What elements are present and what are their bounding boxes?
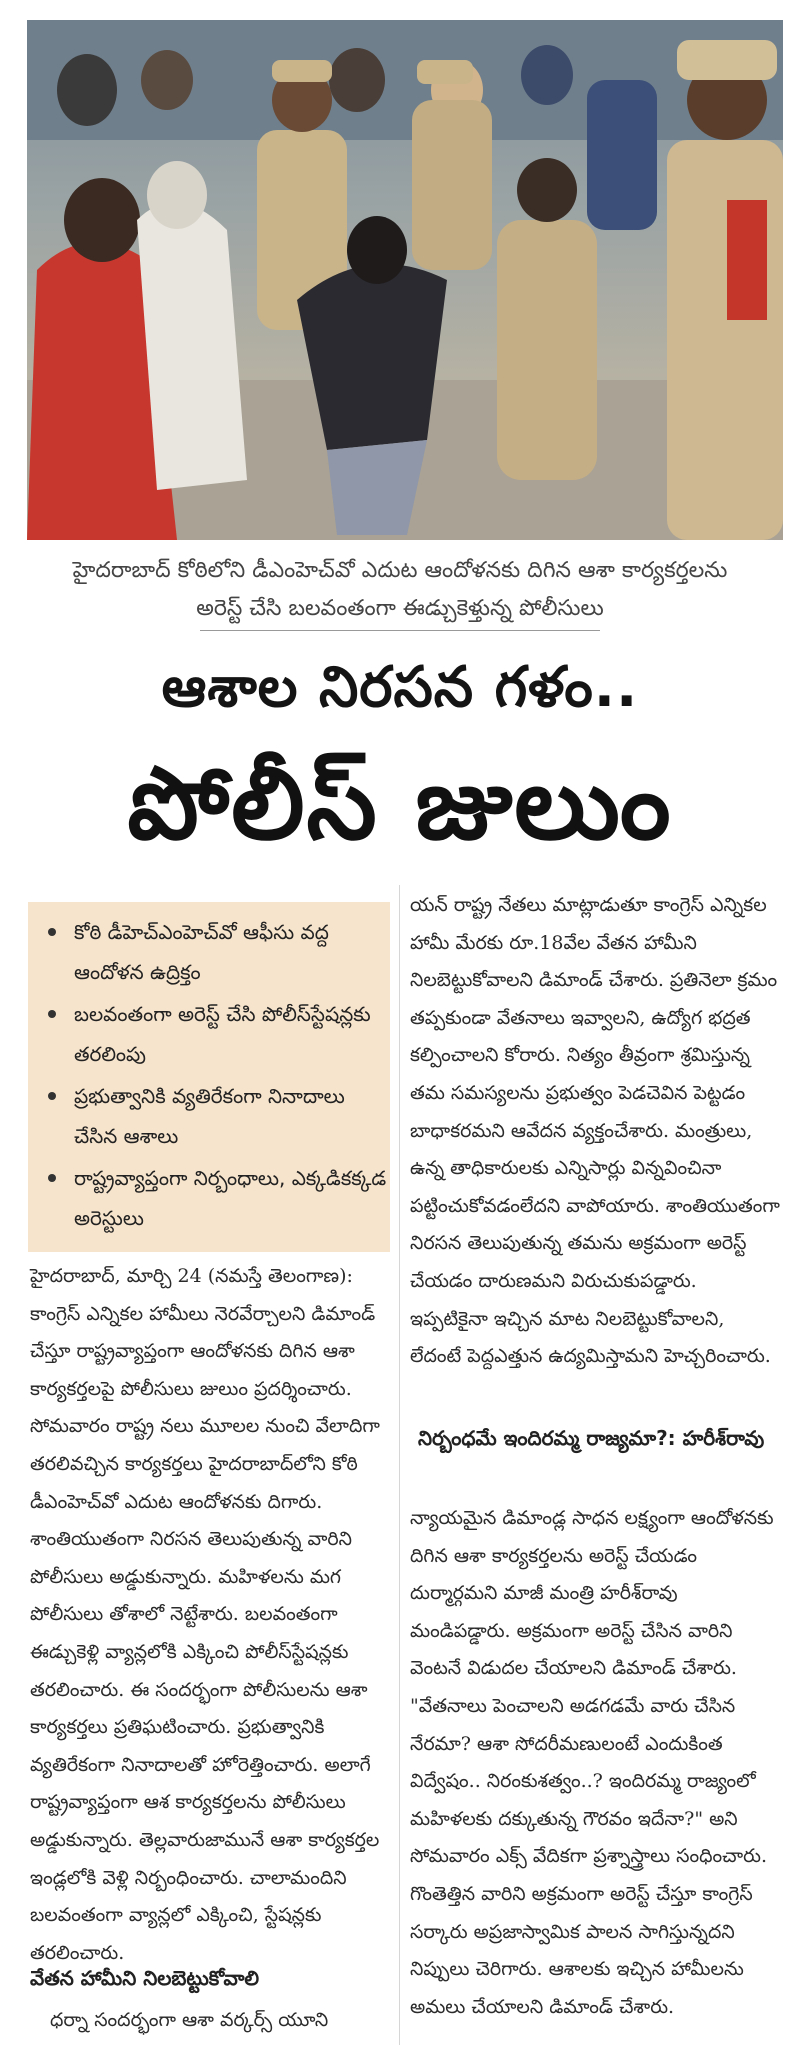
article-right-column-2 xyxy=(410,1500,780,2026)
highlight-item: ప్రభుత్వానికి వ్యతిరేకంగా నినాదాలు చేసిన ఆశాలు xyxy=(48,1076,388,1156)
article-paragraph: యన్ రాష్ట్ర నేతలు మాట్లాడుతూ కాంగ్రెస్ ఎన్నికల హామీ మేరకు రూ.18వేల వేతన హామీని నిలబెట్టుకోవాలని డిమాండ్ చేశారు. ప్రతినెలా క్రమం తప్పకుండా వేతనాలు ఇవ్వాలని, ఉద్యోగ భద్రత కల్పించాలని కోరారు. నిత్యం తీవ్రంగా శ్రమిస్తున్న తమ సమస్యలను ప్రభుత్వం పెడచెవిన పెట్టడం బాధాకరమని ఆవేదన వ్యక్తంచేశారు. మంత్రులు, ఉన్న తాధికారులకు ఎన్నిసార్లు విన్నవించినా పట్టించుకోవడంలేదని వాపోయారు. శాంతియుతంగా నిరసన తెలుపుతున్న తమను అక్రమంగా అరెస్ట్ చేయడం దారుణమని విరుచుకుపడ్డారు. ఇప్పటికైనా ఇచ్చిన మాట నిలబెట్టుకోవాలని, లేదంటే పెద్దఎత్తున ఉద్యమిస్తామని హెచ్చరించారు. xyxy=(410,894,780,1368)
column-divider xyxy=(399,885,400,2045)
subheading-wage-promise: వేతన హామీని నిలబెట్టుకోవాలి xyxy=(30,1966,260,1990)
article-paragraph: ధర్నా సందర్భంగా ఆశా వర్కర్స్ యూని xyxy=(50,2009,329,2031)
bullet-icon xyxy=(48,1174,56,1182)
article-paragraph: హైదరాబాద్, మార్చి 24 (నమస్తే తెలంగాణ): కాంగ్రెస్ ఎన్నికల హామీలు నెరవేర్చాలని డిమాండ్ చేస్తూ రాష్ట్రవ్యాప్తంగా ఆందోళనకు దిగిన ఆశా కార్యకర్తలపై పోలీసులు జులుం ప్రదర్శించారు. సోమవారం రాష్ట్ర నలు మూలల నుంచి వేలాదిగా తరలివచ్చిన కార్యకర్తలు హైదరాబాద్‌లోని కోఠి డీఎంహెచ్‌వో ఎదుట ఆందోళనకు దిగారు. శాంతియుతంగా నిరసన తెలుపుతున్న వారిని పోలీసులు అడ్డుకున్నారు. మహిళలను మగ పోలీసులు తోశాలో నెట్టేశారు. బలవంతంగా ఈడ్చుకెళ్లి వ్యాన్లలోకి ఎక్కించి పోలీస్‌స్టేషన్లకు తరలించారు. ఈ సందర్భంగా పోలీసులను ఆశా కార్యకర్తలు ప్రతిఘటించారు. ప్రభుత్వానికి వ్యతిరేకంగా నినాదాలతో హోరెత్తించారు. అలాగే రాష్ట్రవ్యాప్తంగా ఆశ కార్యకర్తలను పోలీసులు అడ్డుకున్నారు. తెల్లవారుజామునే ఆశా కార్యకర్తల ఇండ్లలోకి వెళ్లి నిర్బంధించారు. చాలామందిని బలవంతంగా వ్యాన్లలో ఎక్కించి, స్టేషన్లకు తరలించారు. xyxy=(30,1265,380,1964)
bullet-icon xyxy=(48,928,56,936)
bullet-icon xyxy=(48,1092,56,1100)
bullet-icon xyxy=(48,1010,56,1018)
highlight-item: రాష్ట్రవ్యాప్తంగా నిర్బంధాలు, ఎక్కడికక్కడ అరెస్టులు xyxy=(48,1158,388,1238)
highlight-item: బలవంతంగా అరెస్ట్ చేసి పోలీస్‌స్టేషన్లకు తరలింపు xyxy=(48,994,388,1074)
photo-caption-line-2: అరెస్ట్ చేసి బలవంతంగా ఈడ్చుకెళ్తున్న పోలీసులు xyxy=(196,596,604,621)
highlights-box xyxy=(28,902,390,1252)
article-paragraph: న్యాయమైన డిమాండ్ల సాధన లక్ష్యంగా ఆందోళనకు దిగిన ఆశా కార్యకర్తలను అరెస్ట్ చేయడం దుర్మార్గమని మాజీ మంత్రి హరీశ్‌రావు మండిపడ్డారు. అక్రమంగా అరెస్ట్ చేసిన వారిని వెంటనే విడుదల చేయాలని డిమాండ్ చేశారు. "వేతనాలు పెంచాలని అడగడమే వారు చేసిన నేరమా? ఆశా సోదరీమణులంటే ఎందుకింత విద్వేషం.. నిరంకుశత్వం..? ఇందిరమ్మ రాజ్యంలో మహిళలకు దక్కుతున్న గౌరవం ఇదేనా?" అని సోమవారం ఎక్స్ వేదికగా ప్రశ్నాస్త్రాలు సంధించారు. గొంతెత్తిన వారిని అక్రమంగా అరెస్ట్ చేస్తూ కాంగ్రెస్ సర్కారు అప్రజాస్వామిక పాలన సాగిస్తున్నదని నిప్పులు చెరిగారు. ఆశాలకు ఇచ్చిన హామీలను అమలు చేయాలని డిమాండ్ చేశారు. xyxy=(410,1507,774,2018)
highlight-item: కోఠి డీహెచ్‌ఎంహెచ్‌వో ఆఫీసు వద్ద ఆందోళన ఉద్రిక్తం xyxy=(48,912,388,992)
protest-photo-illustration xyxy=(27,20,783,540)
subheading-harish-rao: నిర్బంధమే ఇందిరమ్మ రాజ్యమా?: హరీశ్‌రావు xyxy=(418,1426,765,1450)
protest-photo xyxy=(27,20,783,540)
article-left-column xyxy=(30,1258,390,1972)
article-left-tail xyxy=(50,2002,390,2040)
article-right-column xyxy=(410,887,780,1376)
headline-main: పోలీస్ జులుం xyxy=(127,745,673,862)
photo-caption-line-1: హైదరాబాద్ కోఠిలోని డీఎంహెచ్‌వో ఎదుట ఆందోళనకు దిగిన ఆశా కార్యకర్తలను xyxy=(72,558,728,583)
headline-kicker: ఆశాల నిరసన గళం.. xyxy=(161,655,639,720)
caption-divider xyxy=(200,630,600,631)
